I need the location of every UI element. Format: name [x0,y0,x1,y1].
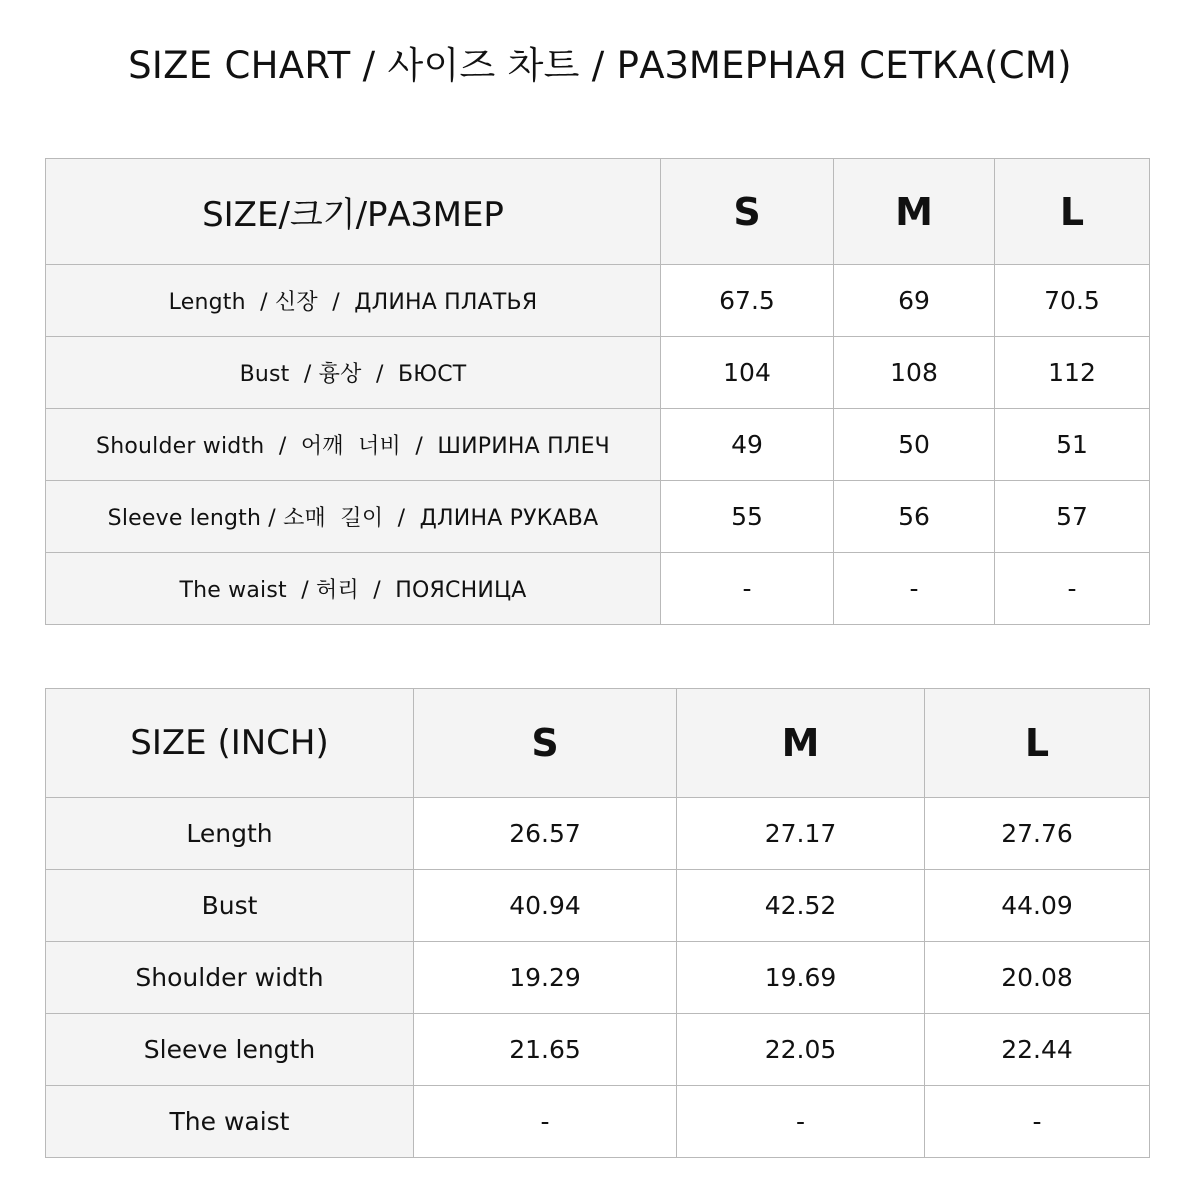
row-label: Length [46,798,414,870]
table-row [46,337,1150,409]
table-header-row [46,689,1150,798]
table-cell: 22.05 [677,1014,925,1086]
header-label: SIZE (INCH) [46,689,414,798]
table-row [46,409,1150,481]
table-row [46,942,1150,1014]
row-label: Length / 신장 / ДЛИНА ПЛАТЬЯ [46,265,661,337]
row-label: Sleeve length [46,1014,414,1086]
size-chart-cm-table [45,158,1150,625]
table-cell: 21.65 [414,1014,677,1086]
table-cell: - [834,553,995,625]
table-cell: 27.76 [925,798,1150,870]
table-cell: 19.29 [414,942,677,1014]
size-l-header: L [925,689,1150,798]
row-label: Shoulder width [46,942,414,1014]
table-cell: 51 [995,409,1150,481]
row-label: The waist / 허리 / ПОЯСНИЦА [46,553,661,625]
table-cell: - [661,553,834,625]
table-cell: 69 [834,265,995,337]
size-m-header: M [834,159,995,265]
table-row [46,481,1150,553]
table-row [46,798,1150,870]
table-cell: 42.52 [677,870,925,942]
table-cell: - [995,553,1150,625]
table-row [46,1014,1150,1086]
table-cell: 19.69 [677,942,925,1014]
size-s-header: S [661,159,834,265]
table-cell: 104 [661,337,834,409]
table-cell: 55 [661,481,834,553]
table-cell: 108 [834,337,995,409]
header-label: SIZE/크기/РАЗМЕР [46,159,661,265]
row-label: The waist [46,1086,414,1158]
row-label: Sleeve length / 소매 길이 / ДЛИНА РУКАВА [46,481,661,553]
table-cell: 26.57 [414,798,677,870]
table-cell: 20.08 [925,942,1150,1014]
table-cell: 49 [661,409,834,481]
table-row [46,1086,1150,1158]
table-row [46,870,1150,942]
table-cell: 44.09 [925,870,1150,942]
page-title: SIZE CHART / 사이즈 차트 / РАЗМЕРНАЯ СЕТКА(CM) [128,44,1072,87]
table-cell: 67.5 [661,265,834,337]
table-row [46,553,1150,625]
table-cell: 57 [995,481,1150,553]
size-chart-inch-table [45,688,1150,1158]
table-cell: - [677,1086,925,1158]
table-row [46,265,1150,337]
size-l-header: L [995,159,1150,265]
table-cell: 56 [834,481,995,553]
table-cell: 22.44 [925,1014,1150,1086]
table-cell: - [414,1086,677,1158]
table-cell: 112 [995,337,1150,409]
size-m-header: M [677,689,925,798]
row-label: Bust [46,870,414,942]
row-label: Shoulder width / 어깨 너비 / ШИРИНА ПЛЕЧ [46,409,661,481]
size-s-header: S [414,689,677,798]
table-cell: 40.94 [414,870,677,942]
table-cell: 27.17 [677,798,925,870]
table-cell: 70.5 [995,265,1150,337]
table-cell: - [925,1086,1150,1158]
table-cell: 50 [834,409,995,481]
row-label: Bust / 흉상 / БЮСТ [46,337,661,409]
table-header-row [46,159,1150,265]
